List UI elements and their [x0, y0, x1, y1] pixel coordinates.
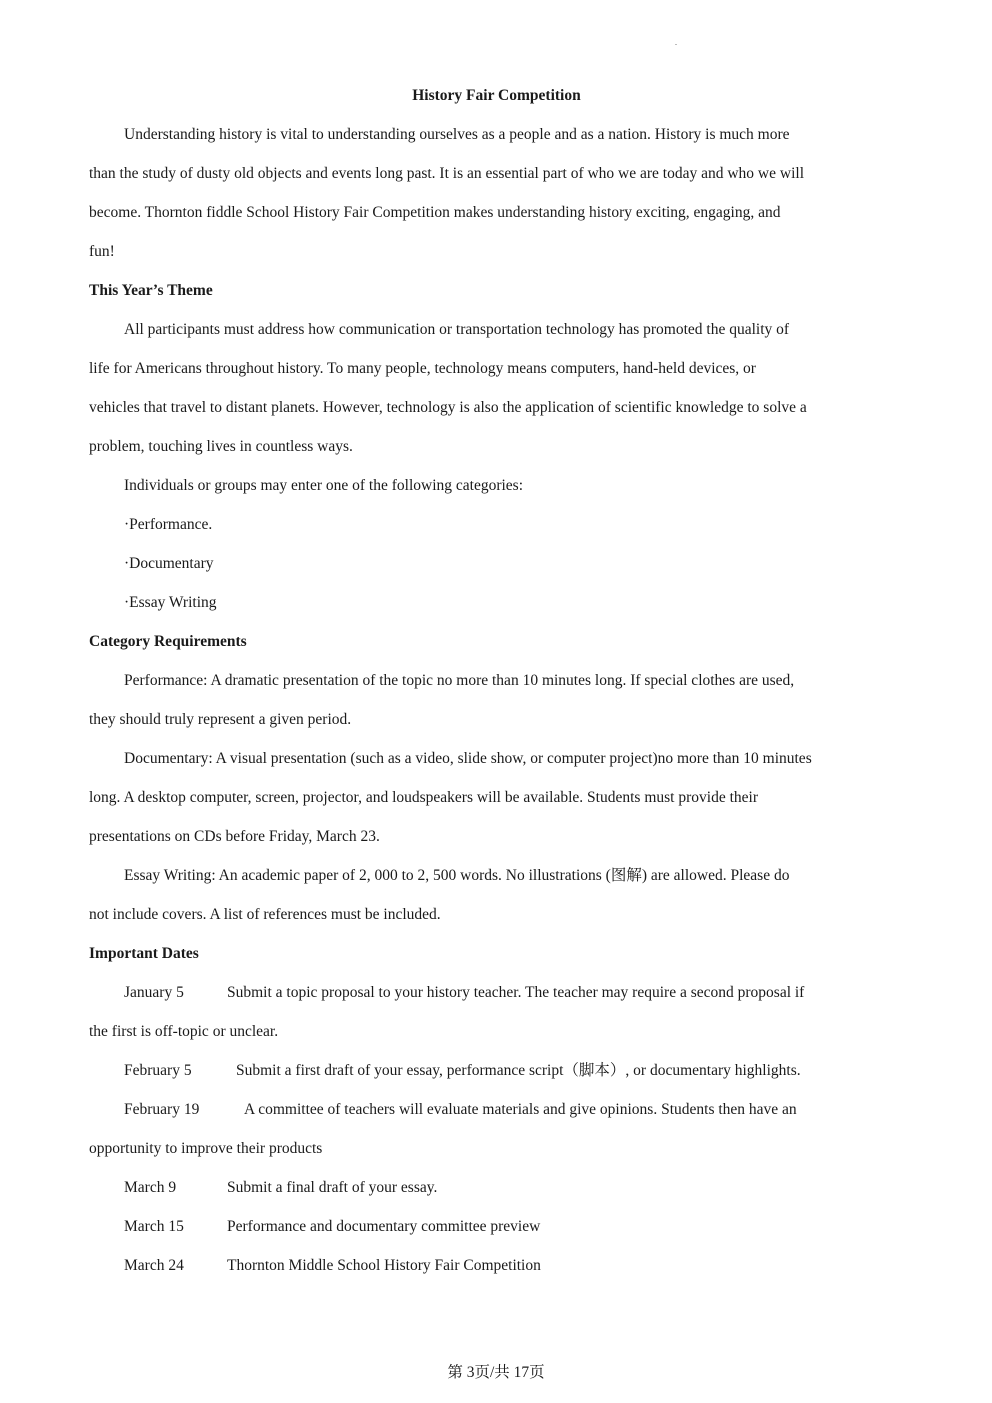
date-row-continuation: opportunity to improve their products — [89, 1140, 323, 1157]
date-label: January 5 — [124, 984, 184, 1001]
document-title: History Fair Competition — [412, 87, 581, 104]
categories-intro: Individuals or groups may enter one of the following categories: — [124, 477, 524, 494]
theme-line-2: life for Americans throughout history. To many people, technology means computers, hand-held devices, or — [89, 360, 756, 377]
intro-line-2: than the study of dusty old objects and events long past. It is an essential part of who we are today and who we will — [89, 165, 804, 182]
date-row-march-9 — [89, 1168, 904, 1207]
documentary-line-2: long. A desktop computer, screen, projector, and loudspeakers will be available. Students must provide their — [89, 789, 758, 806]
date-label: February 19 — [124, 1101, 200, 1118]
date-row-march-15 — [89, 1207, 904, 1246]
date-label: March 24 — [124, 1257, 184, 1274]
intro-line-1: Understanding history is vital to understanding ourselves as a people and as a nation. History is much more — [124, 126, 790, 143]
date-label: March 9 — [124, 1179, 177, 1196]
scan-speck — [675, 44, 677, 45]
intro-line-3: become. Thornton fiddle School History Fair Competition makes understanding history exciting, engaging, and — [89, 204, 781, 221]
date-description: Thornton Middle School History Fair Competition — [227, 1257, 541, 1274]
essay-line-1: Essay Writing: An academic paper of 2, 000 to 2, 500 words. No illustrations (图解) are allowed. Please do — [124, 867, 790, 884]
date-row-march-24 — [89, 1246, 904, 1285]
intro-line-4: fun! — [89, 243, 115, 260]
page-footer: 第 3页/共 17页 — [447, 1364, 545, 1381]
date-description: A committee of teachers will evaluate materials and give opinions. Students then have an — [244, 1101, 797, 1118]
documentary-line-1: Documentary: A visual presentation (such as a video, slide show, or computer project)no more than 10 minutes — [124, 750, 812, 767]
theme-line-1: All participants must address how communication or transportation technology has promoted the quality of — [124, 321, 790, 338]
category-item-documentary: ·Documentary — [124, 555, 214, 572]
document-content — [89, 76, 904, 1285]
date-description: Submit a topic proposal to your history teacher. The teacher may require a second proposal if — [227, 984, 805, 1001]
date-description: Submit a first draft of your essay, performance script（脚本）, or documentary highlights. — [236, 1062, 801, 1079]
documentary-line-3: presentations on CDs before Friday, March 23. — [89, 828, 380, 845]
category-item-essay: ·Essay Writing — [124, 594, 217, 611]
performance-line-2: they should truly represent a given period. — [89, 711, 352, 728]
date-description: Submit a final draft of your essay. — [227, 1179, 438, 1196]
theme-line-4: problem, touching lives in countless ways. — [89, 438, 353, 455]
theme-line-3: vehicles that travel to distant planets. However, technology is also the application of scientific knowledge to solve a — [89, 399, 807, 416]
date-label: March 15 — [124, 1218, 184, 1235]
date-label: February 5 — [124, 1062, 192, 1079]
date-description: Performance and documentary committee preview — [227, 1218, 541, 1235]
category-item-performance: ·Performance. — [124, 516, 213, 533]
requirements-heading: Category Requirements — [89, 633, 247, 650]
dates-heading: Important Dates — [89, 945, 199, 962]
essay-line-2: not include covers. A list of references must be included. — [89, 906, 441, 923]
date-row-february-5 — [89, 1051, 904, 1090]
date-row-february-19 — [89, 1090, 904, 1129]
theme-heading: This Year’s Theme — [89, 282, 213, 299]
performance-line-1: Performance: A dramatic presentation of the topic no more than 10 minutes long. If special clothes are used, — [124, 672, 795, 689]
date-row-continuation: the first is off-topic or unclear. — [89, 1023, 279, 1040]
date-row-january-5 — [89, 973, 904, 1012]
